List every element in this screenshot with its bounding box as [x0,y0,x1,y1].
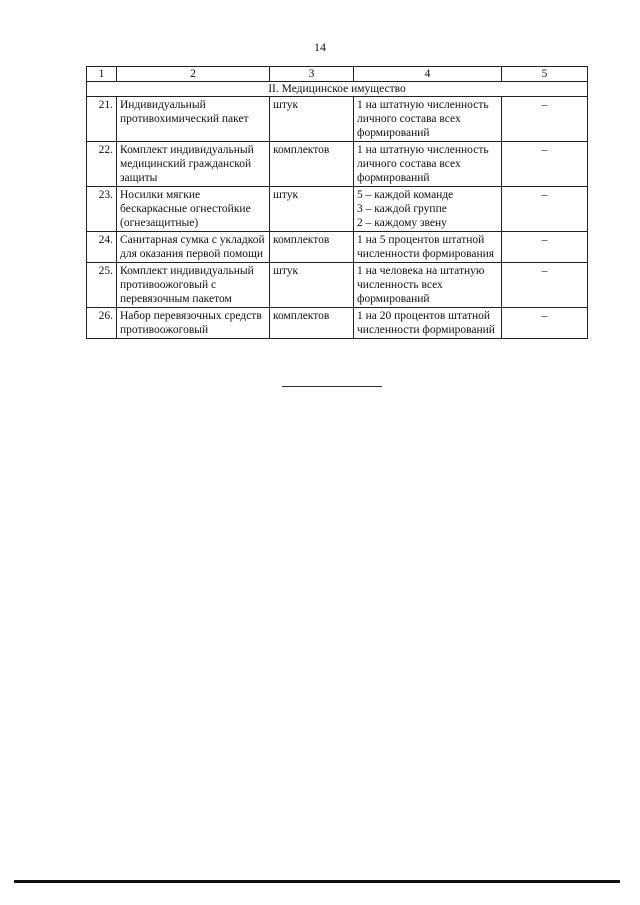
norm: 5 – каждой команде 3 – каждой группе 2 – каждому звену [354,187,502,232]
column-header: 5 [502,67,588,82]
table-row [87,232,588,263]
table-row [87,142,588,187]
row-number: 26. [87,308,117,339]
item-name: Санитарная сумка с укладкой для оказания первой помощи [117,232,270,263]
table-row [87,97,588,142]
table-row [87,308,588,339]
note: – [502,308,588,339]
item-name: Комплект индивидуальный медицинский гражданской защиты [117,142,270,187]
unit: штук [270,97,354,142]
unit: комплектов [270,308,354,339]
row-number: 22. [87,142,117,187]
column-header: 4 [354,67,502,82]
unit: комплектов [270,232,354,263]
table-header-row [87,67,588,82]
table-row [87,187,588,232]
row-number: 24. [87,232,117,263]
norm: 1 на 20 процентов штатной численности формирований [354,308,502,339]
norm: 1 на штатную численность личного состава всех формирований [354,97,502,142]
note: – [502,263,588,308]
note: – [502,97,588,142]
unit: комплектов [270,142,354,187]
norm: 1 на 5 процентов штатной численности формирования [354,232,502,263]
note: – [502,232,588,263]
table-row [87,263,588,308]
item-name: Набор перевязочных средств противоожоговый [117,308,270,339]
row-number: 25. [87,263,117,308]
row-number: 23. [87,187,117,232]
item-name: Носилки мягкие бескаркасные огнестойкие (огнезащитные) [117,187,270,232]
divider-line [282,386,382,387]
column-header: 1 [87,67,117,82]
item-name: Комплект индивидуальный противоожоговый с перевязочным пакетом [117,263,270,308]
norm: 1 на штатную численность личного состава всех формирований [354,142,502,187]
row-number: 21. [87,97,117,142]
item-name: Индивидуальный противохимический пакет [117,97,270,142]
table-body [87,67,588,339]
column-header: 3 [270,67,354,82]
equipment-table [86,66,588,339]
note: – [502,187,588,232]
scan-edge-bar [14,880,620,883]
unit: штук [270,187,354,232]
section-title-row [87,82,588,97]
section-title: II. Медицинское имущество [87,82,588,97]
unit: штук [270,263,354,308]
norm: 1 на человека на штатную численность всех формирований [354,263,502,308]
note: – [502,142,588,187]
page-number: 14 [314,40,326,54]
column-header: 2 [117,67,270,82]
